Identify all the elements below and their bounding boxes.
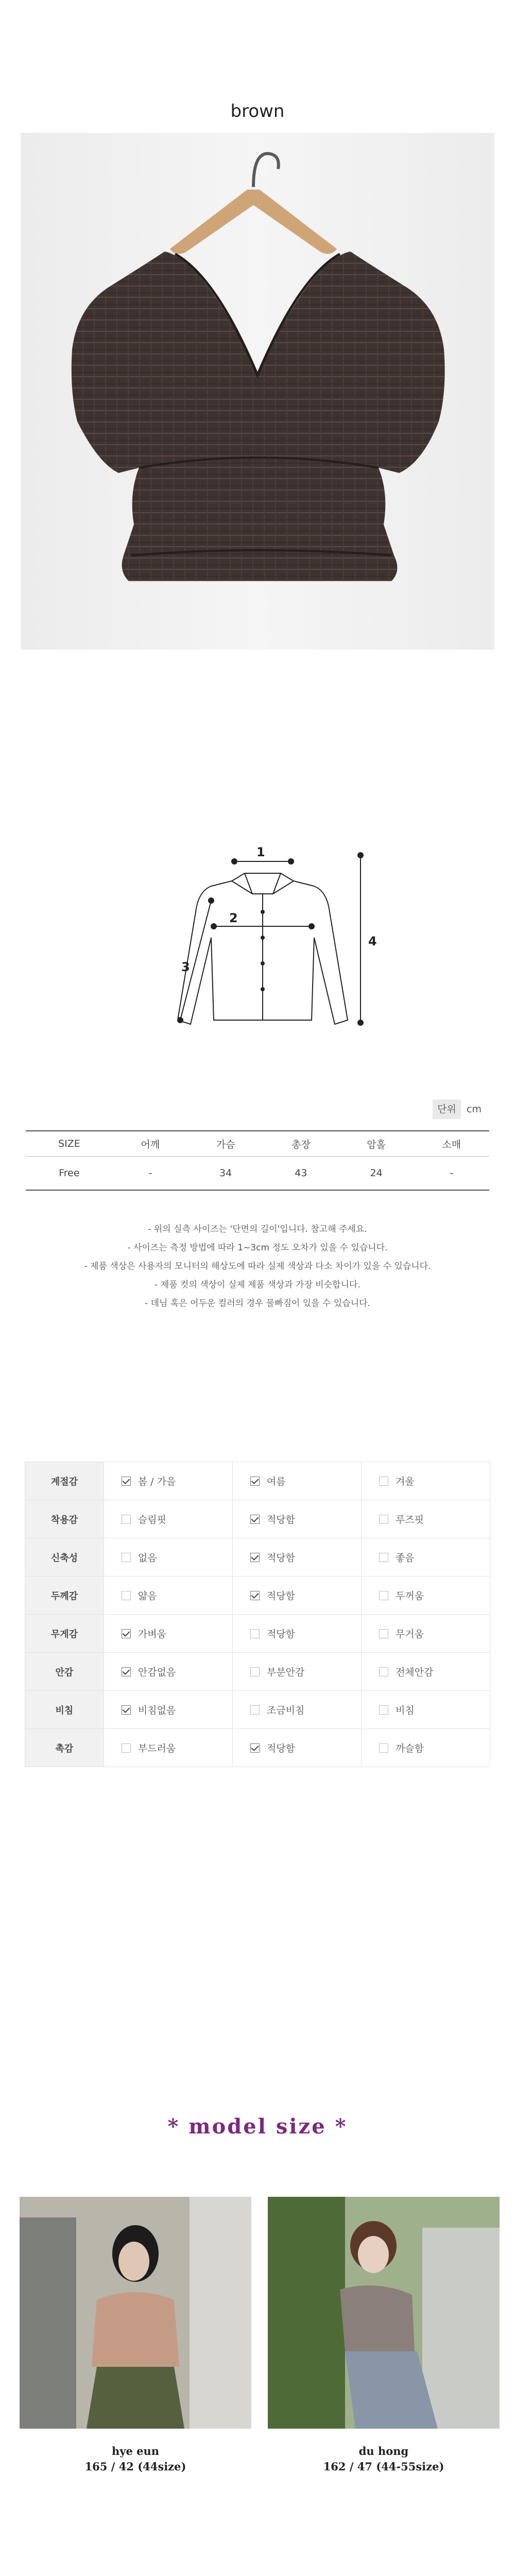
- fit-option-label: 무거움: [395, 1629, 424, 1640]
- cell-length: 43: [263, 1157, 338, 1191]
- fit-row: [25, 1577, 490, 1615]
- fit-option: [232, 1577, 361, 1615]
- model-size-heading: * model size *: [167, 2114, 348, 2139]
- header-armhole: 암홀: [338, 1131, 414, 1157]
- fit-row: [25, 1615, 490, 1653]
- header-length: 총장: [263, 1131, 338, 1157]
- fit-option: [361, 1500, 490, 1538]
- fit-option-label: 슬림핏: [138, 1514, 166, 1526]
- unchecked-checkbox-icon: [379, 1705, 388, 1715]
- fit-option: [104, 1462, 232, 1500]
- diagram-label-sleeve: 3: [181, 960, 190, 974]
- fit-option: [232, 1500, 361, 1538]
- cell-sleeve: -: [414, 1157, 489, 1191]
- fit-option: [232, 1538, 361, 1577]
- cell-size: Free: [26, 1157, 113, 1191]
- fit-option: [361, 1653, 490, 1691]
- fit-option: [361, 1691, 490, 1729]
- model-2-name: du hong: [358, 2445, 409, 2458]
- model-1-size: 165 / 42 (44size): [84, 2460, 186, 2473]
- fit-option-label: 전체안감: [395, 1667, 434, 1678]
- diagram-label-shoulder: 1: [256, 845, 265, 859]
- size-table: [26, 1130, 489, 1191]
- size-table-header: [26, 1131, 489, 1157]
- fit-option-label: 가벼움: [138, 1629, 166, 1640]
- note-item: - 제품 컷의 색상이 실제 제품 색상과 가장 비슷합니다.: [154, 1280, 360, 1290]
- fit-row: [25, 1538, 490, 1577]
- fit-option: [361, 1538, 490, 1577]
- header-size: SIZE: [26, 1131, 113, 1157]
- fit-option: [232, 1462, 361, 1500]
- fit-option-label: 좋음: [395, 1552, 415, 1564]
- unchecked-checkbox-icon: [379, 1553, 388, 1562]
- fit-row-label: 착용감: [25, 1500, 104, 1538]
- model-2-size: 162 / 47 (44-55size): [323, 2460, 444, 2473]
- fit-option: [361, 1729, 490, 1767]
- table-row: [26, 1157, 489, 1191]
- fit-option-label: 적당함: [266, 1514, 295, 1526]
- note-item: - 사이즈는 측정 방법에 따라 1~3cm 정도 오차가 있을 수 있습니다.: [127, 1243, 388, 1253]
- fit-option-label: 적당함: [266, 1552, 295, 1564]
- product-photo: [21, 133, 494, 650]
- model-1-name: hye eun: [111, 2445, 160, 2458]
- cell-shoulder: -: [113, 1157, 188, 1191]
- checked-checkbox-icon: [122, 1477, 131, 1486]
- fit-option: [104, 1653, 232, 1691]
- unchecked-checkbox-icon: [122, 1591, 131, 1600]
- unit-row: [433, 1099, 494, 1120]
- checked-checkbox-icon: [122, 1667, 131, 1676]
- checked-checkbox-icon: [250, 1743, 260, 1753]
- fit-option: [104, 1538, 232, 1577]
- header-shoulder: 어깨: [113, 1131, 188, 1157]
- diagram-label-chest: 2: [229, 911, 238, 925]
- fit-option-label: 없음: [138, 1552, 157, 1564]
- fit-row: [25, 1653, 490, 1691]
- fit-option: [361, 1462, 490, 1500]
- fit-row: [25, 1500, 490, 1538]
- diagram-label-length: 4: [368, 934, 377, 948]
- unit-value: cm: [467, 1104, 482, 1115]
- fit-option-label: 얇음: [138, 1590, 157, 1602]
- unchecked-checkbox-icon: [379, 1591, 388, 1600]
- fit-option-label: 적당함: [266, 1590, 295, 1602]
- unchecked-checkbox-icon: [250, 1629, 260, 1638]
- fit-row-label: 무게감: [25, 1615, 104, 1653]
- fit-row: [25, 1729, 490, 1767]
- fit-row-label: 비침: [25, 1691, 104, 1729]
- checked-checkbox-icon: [250, 1591, 260, 1600]
- fit-option: [232, 1615, 361, 1653]
- unchecked-checkbox-icon: [379, 1515, 388, 1524]
- fit-row-label: 신축성: [25, 1538, 104, 1577]
- unit-badge: 단위: [433, 1099, 461, 1119]
- model-photo-1: [20, 2197, 251, 2429]
- checked-checkbox-icon: [122, 1705, 131, 1715]
- fit-row-label: 두께감: [25, 1577, 104, 1615]
- fit-row-label: 촉감: [25, 1729, 104, 1767]
- fit-option: [232, 1729, 361, 1767]
- fit-option: [104, 1729, 232, 1767]
- size-notes: [0, 1220, 515, 1313]
- fit-option-label: 여름: [266, 1476, 286, 1487]
- fit-option-label: 봄 / 가을: [138, 1476, 176, 1487]
- fit-option-label: 부분안감: [266, 1667, 305, 1678]
- fit-row: [25, 1691, 490, 1729]
- size-diagram: [149, 845, 376, 1061]
- checked-checkbox-icon: [250, 1553, 260, 1562]
- unchecked-checkbox-icon: [379, 1477, 388, 1486]
- fit-option: [104, 1577, 232, 1615]
- header-chest: 가슴: [188, 1131, 263, 1157]
- fit-option: [232, 1653, 361, 1691]
- fit-option-label: 안감없음: [138, 1667, 176, 1678]
- fit-option: [232, 1691, 361, 1729]
- unchecked-checkbox-icon: [122, 1515, 131, 1524]
- note-item: - 위의 실측 사이즈는 '단면의 길이'입니다. 참고해 주세요.: [148, 1224, 367, 1234]
- unchecked-checkbox-icon: [122, 1553, 131, 1562]
- unchecked-checkbox-icon: [379, 1743, 388, 1753]
- fit-row-label: 안감: [25, 1653, 104, 1691]
- fit-option-label: 비침없음: [138, 1705, 176, 1716]
- fit-option-label: 까슬함: [395, 1743, 424, 1754]
- fit-option: [104, 1691, 232, 1729]
- fit-option: [104, 1615, 232, 1653]
- fit-row: [25, 1462, 490, 1500]
- color-name: brown: [230, 101, 285, 122]
- unchecked-checkbox-icon: [250, 1705, 260, 1715]
- fit-option-label: 조금비침: [266, 1705, 305, 1716]
- model-photo-2: [268, 2197, 500, 2429]
- fit-option: [104, 1500, 232, 1538]
- fit-option-label: 적당함: [266, 1629, 295, 1640]
- note-item: - 데님 혹은 어두운 컬러의 경우 물빠짐이 있을 수 있습니다.: [145, 1298, 370, 1309]
- checked-checkbox-icon: [122, 1629, 131, 1638]
- fit-option-label: 루즈핏: [395, 1514, 424, 1526]
- checked-checkbox-icon: [250, 1515, 260, 1524]
- unchecked-checkbox-icon: [122, 1743, 131, 1753]
- fit-option-label: 부드러움: [138, 1743, 176, 1754]
- cell-chest: 34: [188, 1157, 263, 1191]
- fit-option-label: 겨울: [395, 1476, 415, 1487]
- fit-option-label: 두꺼움: [395, 1590, 424, 1602]
- fit-row-label: 계절감: [25, 1462, 104, 1500]
- fit-option-label: 비침: [395, 1705, 415, 1716]
- fit-option: [361, 1577, 490, 1615]
- header-sleeve: 소매: [414, 1131, 489, 1157]
- cell-armhole: 24: [338, 1157, 414, 1191]
- checked-checkbox-icon: [250, 1477, 260, 1486]
- fit-info-table: [25, 1462, 490, 1767]
- fit-option: [361, 1615, 490, 1653]
- note-item: - 제품 색상은 사용자의 모니터의 해상도에 따라 실제 색상과 다소 차이가 있을 수 있습니다.: [84, 1261, 431, 1272]
- unchecked-checkbox-icon: [379, 1629, 388, 1638]
- unchecked-checkbox-icon: [250, 1667, 260, 1676]
- unchecked-checkbox-icon: [379, 1667, 388, 1676]
- fit-option-label: 적당함: [266, 1743, 295, 1754]
